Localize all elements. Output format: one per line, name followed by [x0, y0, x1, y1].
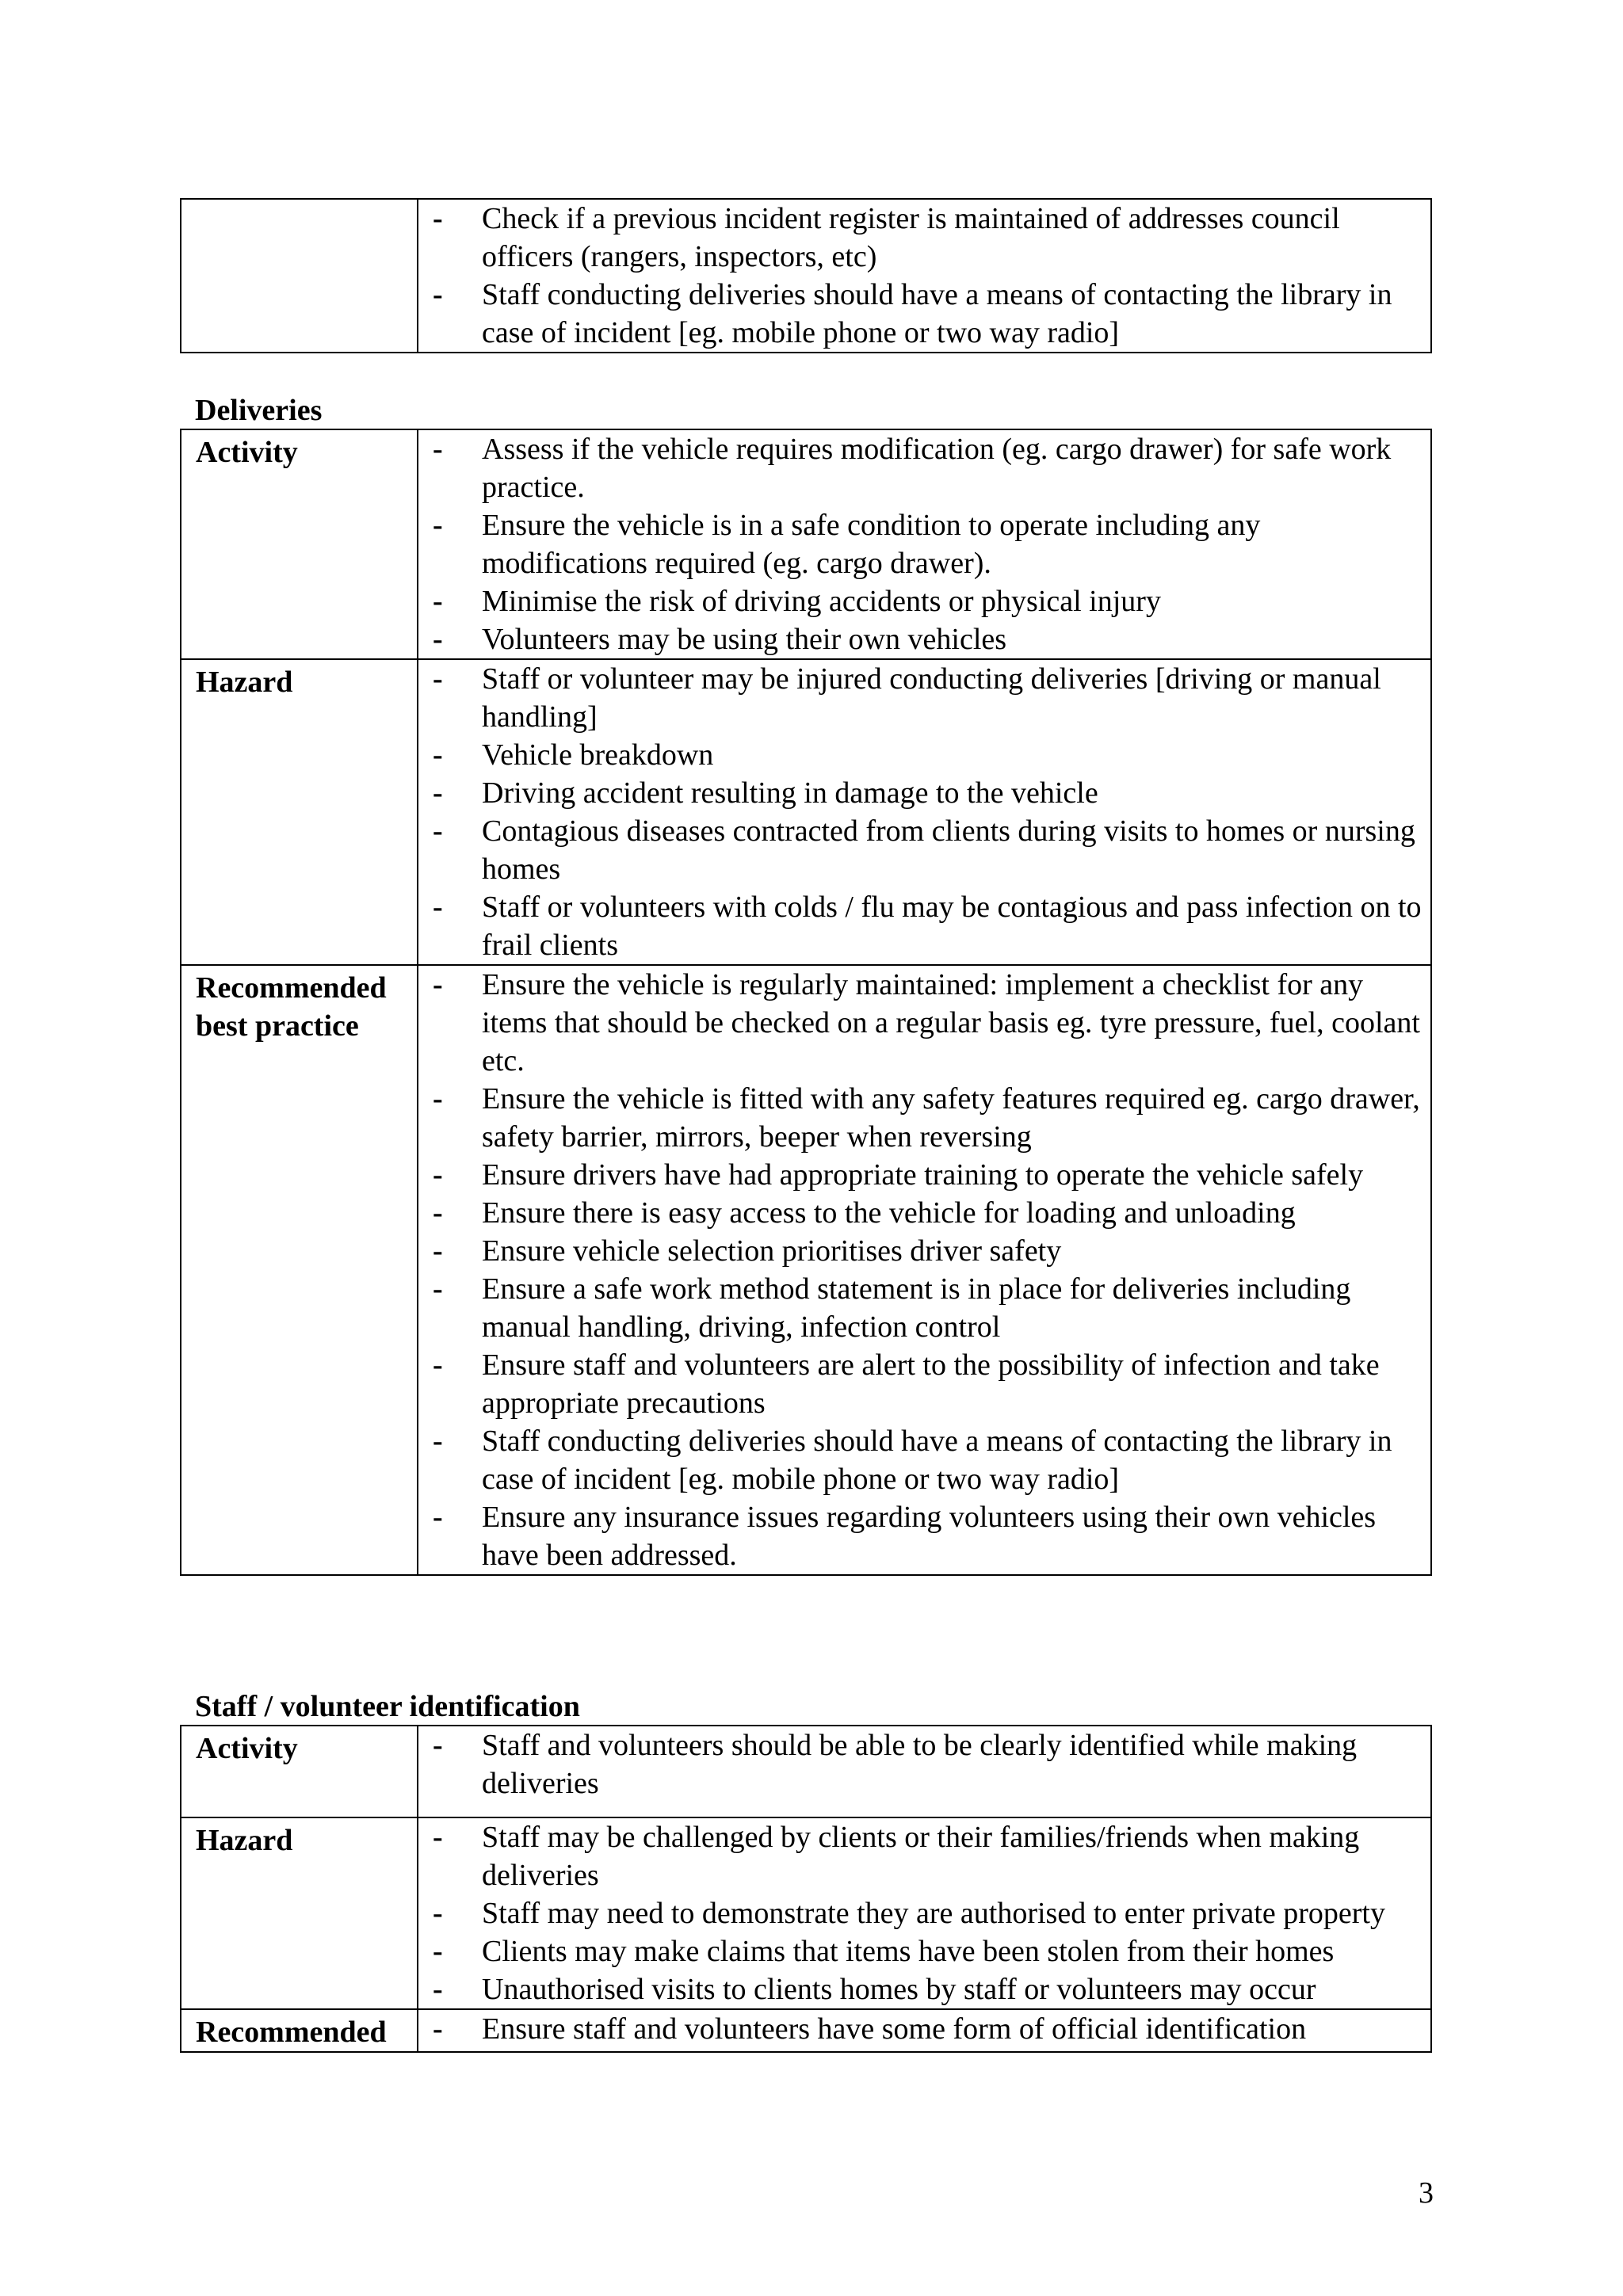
list-item	[418, 582, 1430, 620]
row-label: Activity	[181, 429, 418, 659]
section-heading-identification: Staff / volunteer identification	[195, 1690, 580, 1723]
item-text: Ensure a safe work method statement is in place for deliveries including manual handling, driving, infection control	[482, 1272, 1351, 1344]
list-item	[418, 506, 1430, 582]
item-text: Ensure the vehicle is regularly maintained: implement a checklist for any items that should be checked on a regular basis eg. tyre pressure, fuel, coolant etc.	[482, 968, 1420, 1077]
bullet-dash: -	[433, 433, 443, 466]
list-item	[418, 1932, 1430, 1970]
list-item	[418, 1080, 1430, 1156]
item-text: Minimise the risk of driving accidents or physical injury	[482, 585, 1161, 618]
bullet-dash: -	[433, 891, 443, 924]
bullet-dash: -	[433, 2012, 443, 2046]
section-heading-deliveries: Deliveries	[195, 394, 323, 427]
bullet-dash: -	[433, 278, 443, 311]
list-item	[418, 1346, 1430, 1422]
item-text: Vehicle breakdown	[482, 738, 714, 772]
item-text: Volunteers may be using their own vehicles	[482, 623, 1007, 656]
bullet-dash: -	[433, 1973, 443, 2006]
bullet-list	[418, 430, 1430, 658]
bullet-dash: -	[433, 662, 443, 696]
table-row-recommended	[181, 2009, 1431, 2052]
bullet-dash: -	[433, 1234, 443, 1268]
continued-table	[180, 198, 1432, 353]
list-item	[418, 812, 1430, 888]
item-text: Ensure staff and volunteers have some form of official identification	[482, 2012, 1307, 2046]
list-item	[418, 1894, 1430, 1932]
list-item	[418, 1726, 1430, 1802]
list-item	[418, 966, 1430, 1080]
bullet-dash: -	[433, 202, 443, 235]
item-text: Ensure drivers have had appropriate training to operate the vehicle safely	[482, 1158, 1364, 1192]
list-item	[418, 888, 1430, 964]
table-row-best-practice	[181, 965, 1431, 1575]
item-text: Contagious diseases contracted from clients during visits to homes or nursing homes	[482, 814, 1415, 886]
list-item	[418, 736, 1430, 774]
bullet-dash: -	[433, 814, 443, 848]
item-text: Driving accident resulting in damage to the vehicle	[482, 776, 1098, 810]
item-text: Staff conducting deliveries should have a means of contacting the library in case of incident [eg. mobile phone or two way radio]	[482, 1425, 1392, 1496]
table-row-hazard	[181, 659, 1431, 965]
bullet-list	[418, 2010, 1430, 2048]
row-label: Hazard	[181, 659, 418, 965]
item-text: Clients may make claims that items have been stolen from their homes	[482, 1935, 1335, 1968]
item-text: Ensure staff and volunteers are alert to the possibility of infection and take appropriate precautions	[482, 1348, 1380, 1420]
table-row-hazard	[181, 1817, 1431, 2009]
bullet-dash: -	[433, 1897, 443, 1930]
list-item	[418, 1194, 1430, 1232]
item-text: Assess if the vehicle requires modification (eg. cargo drawer) for safe work practice.	[482, 433, 1392, 504]
bullet-dash: -	[433, 738, 443, 772]
bullet-dash: -	[433, 1348, 443, 1382]
row-label	[181, 199, 418, 353]
table-row-activity	[181, 429, 1431, 659]
list-item	[418, 1232, 1430, 1270]
list-item	[418, 1422, 1430, 1498]
list-item	[418, 1818, 1430, 1894]
row-label: Hazard	[181, 1817, 418, 2009]
page-number: 3	[1419, 2176, 1434, 2210]
item-text: Staff or volunteers with colds / flu may be contagious and pass infection on to frail clients	[482, 891, 1422, 962]
item-text: Ensure any insurance issues regarding volunteers using their own vehicles have been addressed.	[482, 1501, 1377, 1572]
list-item	[418, 1270, 1430, 1346]
item-text: Unauthorised visits to clients homes by staff or volunteers may occur	[482, 1973, 1316, 2006]
item-text: Ensure the vehicle is in a safe condition to operate including any modifications required (eg. cargo drawer).	[482, 509, 1261, 580]
bullet-dash: -	[433, 1729, 443, 1762]
list-item	[418, 1498, 1430, 1574]
row-content	[418, 2009, 1431, 2052]
bullet-dash: -	[433, 623, 443, 656]
row-content	[418, 199, 1431, 353]
list-item	[418, 276, 1430, 352]
bullet-list	[418, 660, 1430, 964]
item-text: Staff and volunteers should be able to be clearly identified while making deliveries	[482, 1729, 1358, 1800]
bullet-dash: -	[433, 1158, 443, 1192]
identification-table	[180, 1725, 1432, 2053]
list-item	[418, 1156, 1430, 1194]
bullet-list	[418, 200, 1430, 352]
row-label: Activity	[181, 1726, 418, 1817]
row-content	[418, 659, 1431, 965]
row-label: Recommended best practice	[181, 965, 418, 1575]
row-content	[418, 965, 1431, 1575]
row-label: Recommended	[181, 2009, 418, 2052]
item-text: Staff or volunteer may be injured conducting deliveries [driving or manual handling]	[482, 662, 1381, 734]
bullet-dash: -	[433, 509, 443, 542]
bullet-dash: -	[433, 968, 443, 1001]
list-item	[418, 1970, 1430, 2008]
item-text: Check if a previous incident register is maintained of addresses council officers (rangers, inspectors, etc)	[482, 202, 1340, 273]
row-content	[418, 1817, 1431, 2009]
bullet-dash: -	[433, 1821, 443, 1854]
bullet-dash: -	[433, 1425, 443, 1458]
deliveries-table	[180, 429, 1432, 1576]
table-row	[181, 199, 1431, 353]
row-content	[418, 1726, 1431, 1817]
item-text: Staff conducting deliveries should have a means of contacting the library in case of incident [eg. mobile phone or two way radio]	[482, 278, 1392, 349]
bullet-dash: -	[433, 1082, 443, 1116]
list-item	[418, 200, 1430, 276]
list-item	[418, 430, 1430, 506]
bullet-dash: -	[433, 1196, 443, 1230]
bullet-list	[418, 1818, 1430, 2008]
item-text: Ensure there is easy access to the vehicle for loading and unloading	[482, 1196, 1296, 1230]
item-text: Staff may need to demonstrate they are authorised to enter private property	[482, 1897, 1385, 1930]
bullet-dash: -	[433, 1272, 443, 1306]
bullet-dash: -	[433, 1501, 443, 1534]
bullet-dash: -	[433, 1935, 443, 1968]
row-content	[418, 429, 1431, 659]
item-text: Ensure vehicle selection prioritises driver safety	[482, 1234, 1062, 1268]
list-item	[418, 660, 1430, 736]
item-text: Staff may be challenged by clients or their families/friends when making deliveries	[482, 1821, 1360, 1892]
list-item	[418, 620, 1430, 658]
list-item	[418, 774, 1430, 812]
list-item	[418, 2010, 1430, 2048]
bullet-list	[418, 1726, 1430, 1802]
bullet-dash: -	[433, 776, 443, 810]
table-row-activity	[181, 1726, 1431, 1817]
bullet-dash: -	[433, 585, 443, 618]
item-text: Ensure the vehicle is fitted with any safety features required eg. cargo drawer, safety barrier, mirrors, beeper when reversing	[482, 1082, 1420, 1154]
bullet-list	[418, 966, 1430, 1574]
